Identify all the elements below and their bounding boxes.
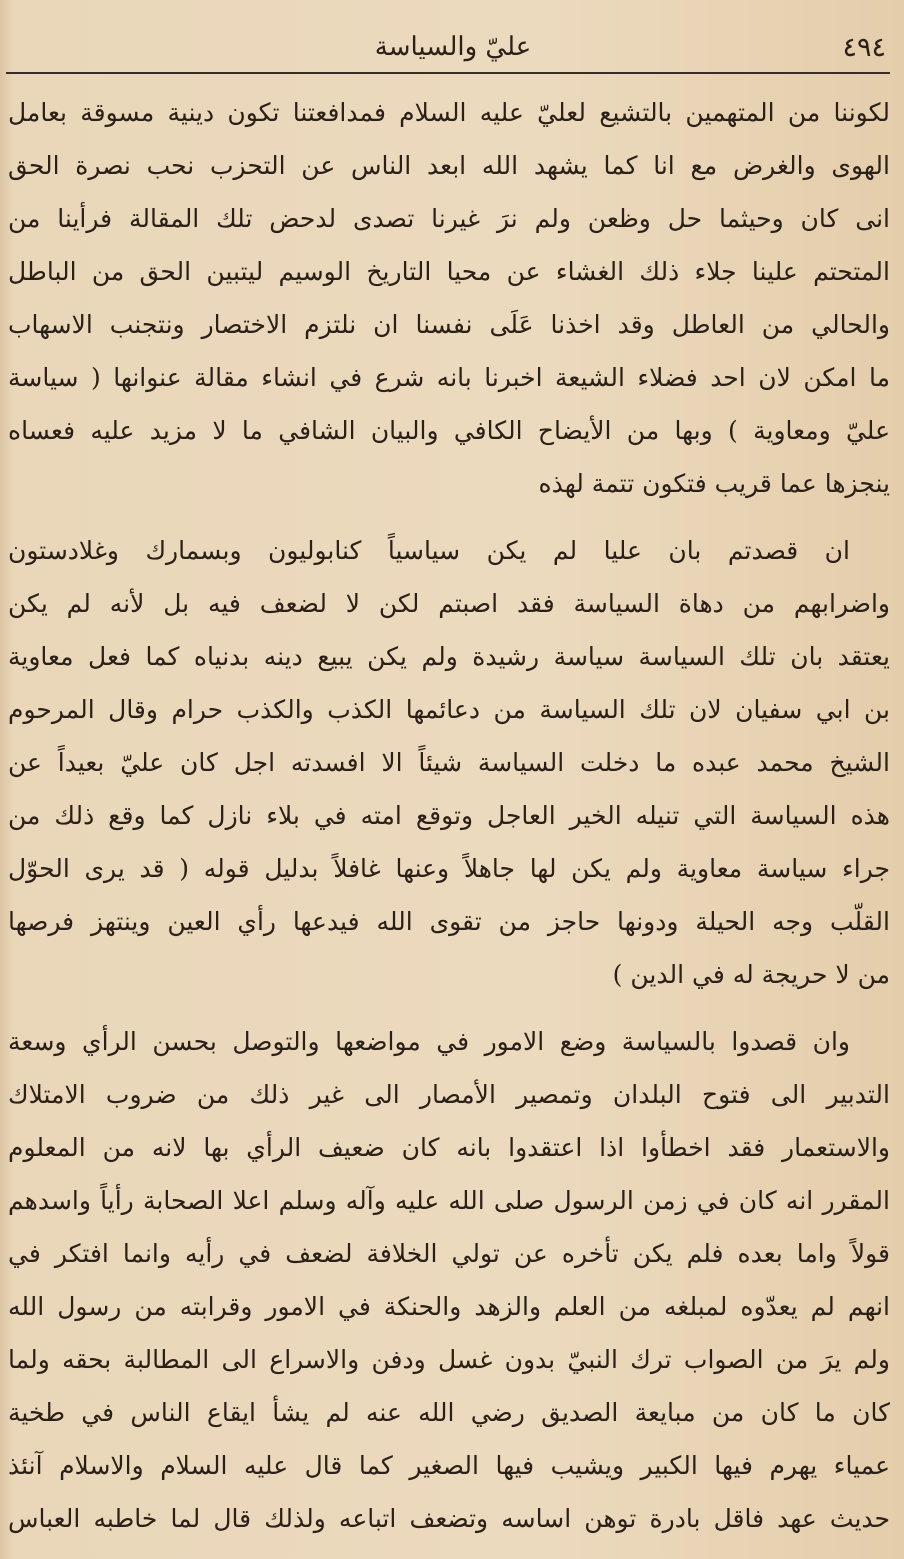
text-line: لكوننا من المتهمين بالتشيع لعليّ عليه السلام فمدافعتنا تكون دينية مسوقة بعامل: [8, 98, 890, 127]
body-text: [8, 86, 890, 1545]
text-line: انى كان وحيثما حل وظعن ولم نرَ غيرنا تصدى لدحض تلك المقالة فرأينا من: [8, 204, 890, 233]
text-line: كان ما كان من مبايعة الصديق رضي الله عنه لم يشأ ايقاع الناس في طخية: [8, 1398, 890, 1427]
text-line: عليّ ومعاوية ) وبها من الأيضاح الكافي والبيان الشافي ما لا مزيد عليه فعساه: [8, 416, 890, 445]
text-line: المقرر انه كان في زمن الرسول صلى الله عليه وآله وسلم اعلا الصحابة رأياً واسدهم: [8, 1186, 890, 1215]
paragraph-1: [8, 86, 890, 510]
text-line: هذه السياسة التي تنيله الخير العاجل وتوقع امته في بلاء نازل كما وقع ذلك من: [8, 801, 890, 830]
text-line: حديث عهد فاقل بادرة توهن اساسه وتضعف اتباعه ولذلك قال لما خاطبه العباس: [8, 1504, 890, 1533]
page-number: ٤٩٤: [842, 32, 886, 63]
text-line: ينجزها عما قريب فتكون تتمة لهذه: [538, 469, 890, 498]
text-line: القلّب وجه الحيلة ودونها حاجز من تقوى الله فيدعها رأي العين وينتهز فرصها: [8, 907, 890, 936]
text-line: ما امكن لان احد فضلاء الشيعة اخبرنا بانه شرع في انشاء مقالة عنوانها ( سياسة: [8, 363, 890, 392]
text-line: ولم يرَ من الصواب ترك النبيّ بدون غسل ودفن والاسراع الى المطالبة بحقه ولما: [8, 1345, 890, 1374]
text-line: ان قصدتم بان عليا لم يكن سياسياً كنابوليون وبسمارك وغلادستون: [8, 536, 850, 565]
text-line: انهم لم يعدّوه لمبلغه من العلم والزهد والحنكة في الامور وقرابته من رسول الله: [8, 1292, 890, 1321]
text-line: يعتقد بان تلك السياسة سياسة رشيدة ولم يكن يبيع دينه بدنياه كما فعل معاوية: [8, 642, 890, 671]
header-rule: [6, 72, 890, 74]
text-line: والحالي من العاطل وقد اخذنا عَلَى نفسنا ان نلتزم الاختصار ونتجنب الاسهاب: [8, 310, 890, 339]
text-line: الهوى والغرض مع انا كما يشهد الله ابعد الناس عن التحزب نحب نصرة الحق: [8, 151, 890, 180]
text-line: قولاً واما بعده فلم يكن تأخره عن تولي الخلافة لضعف في رأيه وانما افتكر في: [8, 1239, 890, 1268]
page-header: [20, 28, 886, 70]
text-line: من لا حريجة له في الدين ): [612, 960, 890, 989]
text-line: الشيخ محمد عبده ما دخلت السياسة شيئاً الا افسدته اجل كان عليّ بعيداً عن: [8, 748, 890, 777]
running-title: عليّ والسياسة: [374, 32, 532, 62]
text-line: بن ابي سفيان لان تلك السياسة من دعائمها الكذب والكذب حرام وقال المرحوم: [8, 695, 890, 724]
paragraph-2: [8, 524, 890, 1001]
text-line: واضرابهم من دهاة السياسة فقد اصبتم لكن لا لضعف فيه بل لأنه لم يكن: [8, 589, 890, 618]
text-line: عمياء يهرم فيها الكبير ويشيب فيها الصغير كما قال عليه السلام والاسلام آنئذ: [8, 1451, 890, 1480]
text-line: المتحتم علينا جلاء ذلك الغشاء عن محيا التاريخ الوسيم ليتبين الحق من الباطل: [8, 257, 890, 286]
text-line: وان قصدوا بالسياسة وضع الامور في مواضعها والتوصل بحسن الرأي وسعة: [8, 1027, 850, 1056]
text-line: والاستعمار فقد اخطأوا اذا اعتقدوا بانه كان ضعيف الرأي بها لانه من المعلوم: [8, 1133, 890, 1162]
paragraph-3: [8, 1015, 890, 1545]
text-line: جراء سياسة معاوية ولم يكن لها جاهلاً وعنها غافلاً بدليل قوله ( قد يرى الحوّل: [8, 854, 890, 883]
text-line: التدبير الى فتوح البلدان وتمصير الأمصار الى غير ذلك من ضروب الامتلاك: [8, 1080, 890, 1109]
